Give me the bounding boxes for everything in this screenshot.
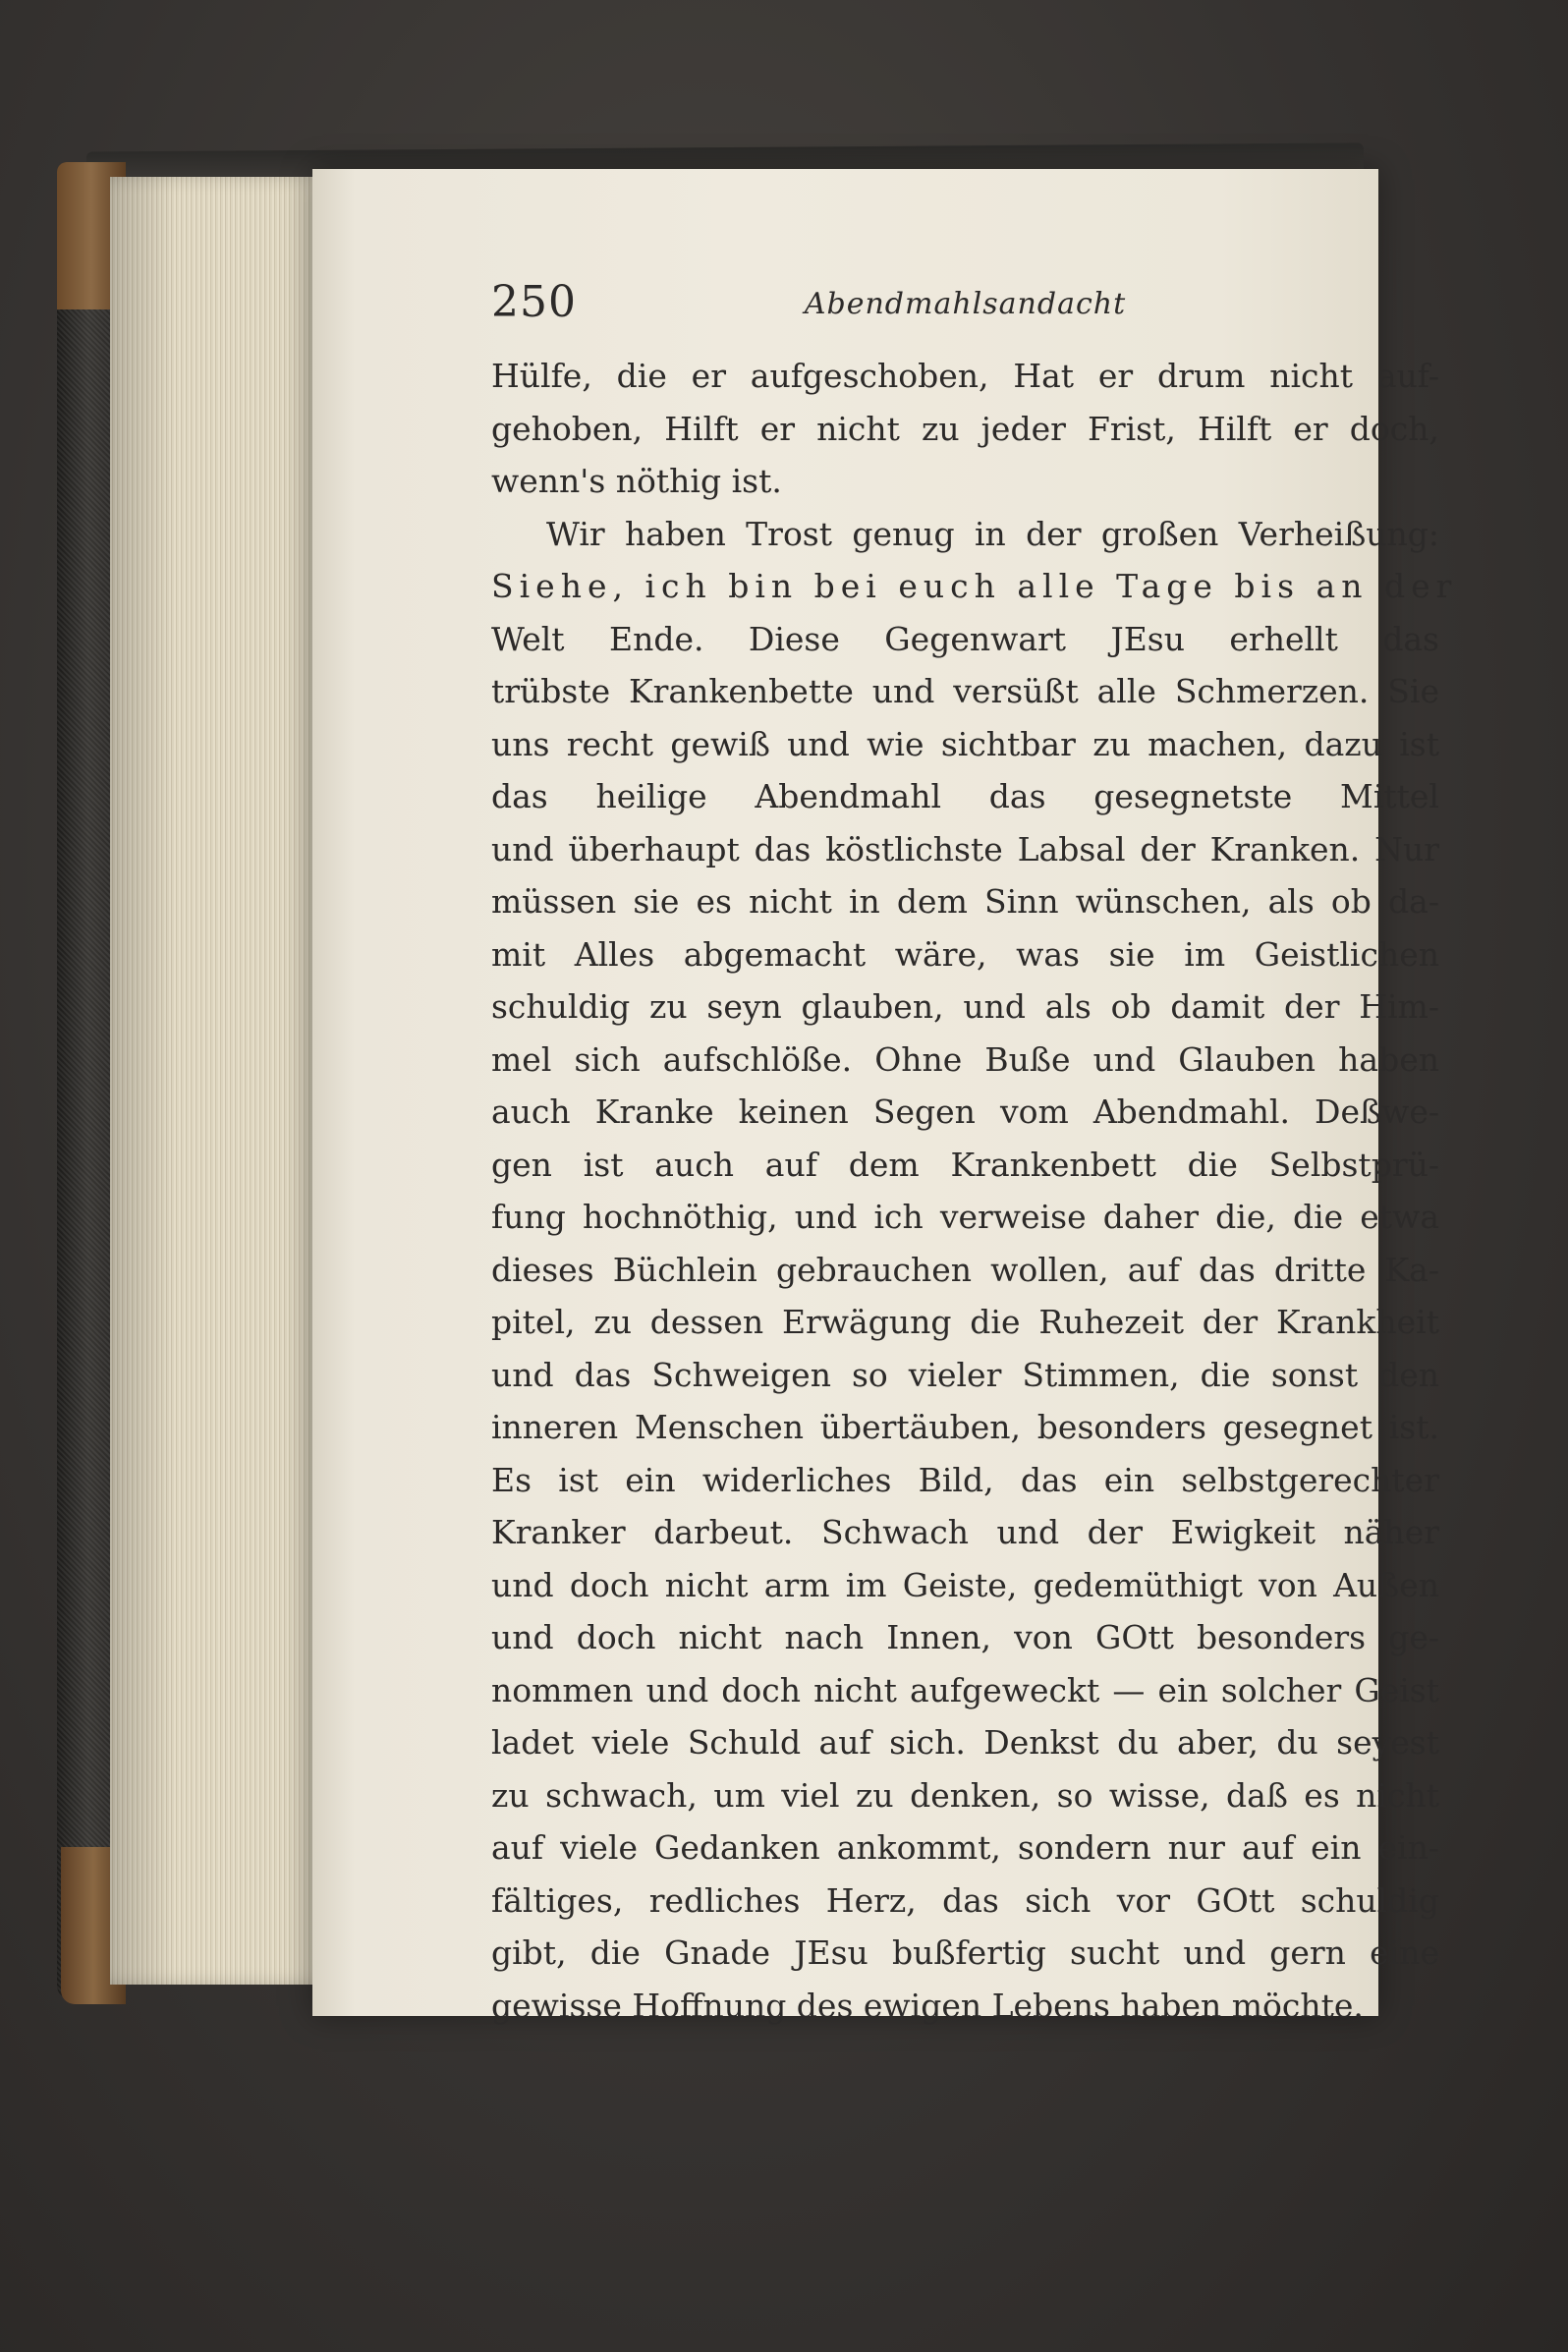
- text-line: und das Schweigen so vieler Stimmen, die sonst den: [491, 1355, 1439, 1394]
- text-line: trübste Krankenbette und versüßt alle Schmerzen. Sie: [491, 672, 1439, 710]
- text-line: und überhaupt das köstlichste Labsal der Kranken. Nur: [491, 829, 1439, 868]
- text-line: nommen und doch nicht aufgeweckt — ein solcher Geist: [491, 1670, 1439, 1709]
- text-line: das heilige Abendmahl das gesegnetste Mittel: [491, 777, 1439, 815]
- text-line: pitel, zu dessen Erwägung die Ruhezeit der Krankheit: [491, 1303, 1439, 1341]
- page-number: 250: [491, 277, 577, 327]
- text-line: müssen sie es nicht in dem Sinn wünschen, als ob da-: [491, 882, 1439, 921]
- page-header: [491, 273, 1439, 342]
- text-line: gehoben, Hilft er nicht zu jeder Frist, Hilft er doch,: [491, 409, 1439, 448]
- paragraph-1: [491, 350, 1439, 508]
- text-line: wenn's nöthig ist.: [491, 462, 782, 500]
- text-line: uns recht gewiß und wie sichtbar zu machen, dazu ist: [491, 724, 1439, 763]
- text-line: Welt Ende. Diese Gegenwart JEsu erhellt das: [491, 619, 1439, 658]
- text-line: Es ist ein widerliches Bild, das ein selbstgerechter: [491, 1460, 1439, 1499]
- text-line: ladet viele Schuld auf sich. Denkst du aber, du seyest: [491, 1723, 1439, 1762]
- text-line: und doch nicht nach Innen, von GOtt besonders ge-: [491, 1618, 1439, 1656]
- text-line: Kranker darbeut. Schwach und der Ewigkeit näher: [491, 1513, 1439, 1551]
- text-line: auf viele Gedanken ankommt, sondern nur auf ein ein-: [491, 1828, 1439, 1867]
- text-line: fung hochnöthig, und ich verweise daher die, die etwa: [491, 1198, 1439, 1236]
- text-line: gibt, die Gnade JEsu bußfertig sucht und gern eine: [491, 1933, 1439, 1972]
- text-line-emphasis: Siehe, ich bin bei euch alle Tage bis an der: [491, 567, 1458, 605]
- text-line: Wir haben Trost genug in der großen Verheißung:: [546, 514, 1439, 553]
- text-line: dieses Büchlein gebrauchen wollen, auf das dritte Ka-: [491, 1250, 1439, 1289]
- text-line: fältiges, redliches Herz, das sich vor GOtt schuldig: [491, 1880, 1439, 1920]
- text-line: und doch nicht arm im Geiste, gedemüthigt von Außen: [491, 1565, 1439, 1604]
- text-line: inneren Menschen übertäuben, besonders gesegnet ist.: [491, 1408, 1439, 1446]
- text-line: zu schwach, um viel zu denken, so wisse, daß es nicht: [491, 1775, 1439, 1815]
- text-line: auch Kranke keinen Segen vom Abendmahl. Deßwe-: [491, 1092, 1439, 1131]
- page-text-block: [491, 273, 1458, 2032]
- running-head: Abendmahlsandacht: [804, 287, 1127, 321]
- text-line: mit Alles abgemacht wäre, was sie im Geistlichen: [491, 934, 1439, 974]
- page-edges-shadow: [110, 177, 331, 1985]
- paragraph-2: [491, 508, 1458, 2033]
- text-line: gen ist auch auf dem Krankenbett die Selbstprü-: [491, 1145, 1439, 1184]
- text-line: schuldig zu seyn glauben, und als ob damit der Him-: [491, 987, 1439, 1026]
- text-line: gewisse Hoffnung des ewigen Lebens haben möchte.: [491, 1986, 1364, 2025]
- text-line: mel sich aufschlöße. Ohne Buße und Glauben haben: [491, 1039, 1439, 1079]
- text-line: Hülfe, die er aufgeschoben, Hat er drum nicht auf-: [491, 357, 1439, 395]
